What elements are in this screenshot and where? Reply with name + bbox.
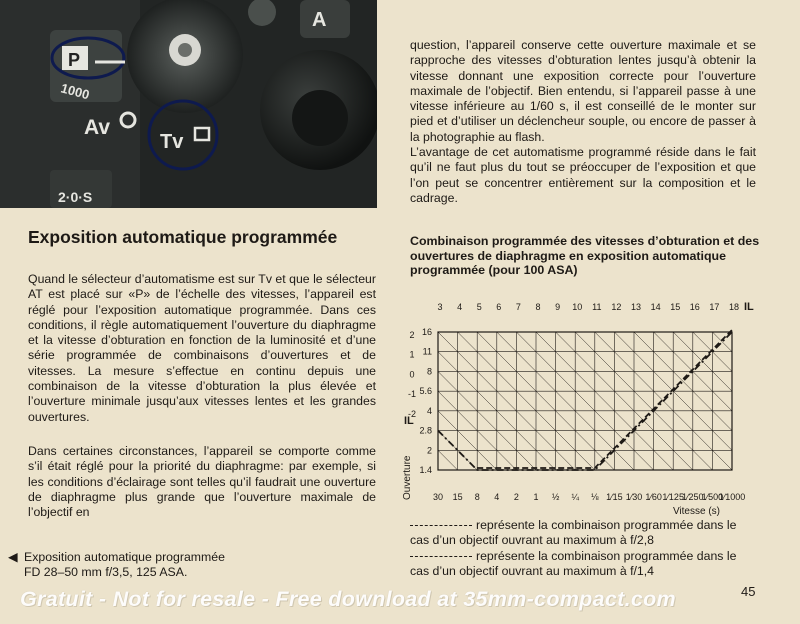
ev-top-label: 13 <box>630 302 642 312</box>
ev-top-label: 5 <box>476 302 482 312</box>
x-tick-label: 2 <box>513 492 519 502</box>
watermark: Gratuit - Not for resale - Free download at 35mm-compact.com <box>20 587 676 611</box>
x-tick-label: ¼ <box>571 492 579 502</box>
ev-top-label: 14 <box>650 302 661 312</box>
ev-top-label: 9 <box>555 302 561 312</box>
x-tick-label: 1⁄60 <box>645 492 662 502</box>
x-tick-label: 1⁄250 <box>682 492 704 502</box>
left-paragraph-1: Quand le sélecteur d’automatisme est sur Tv et que le sélecteur AT est placé sur «P» de l’échelle des vitesses, l’appareil est réglé pour l’exposition automatique programmée. Dans ces conditions, il règle automatiquement l’ouverture du diaphragme et la vitesse d’obturation en fonction de la luminosité et d’une série programmée de combinaisons d’ouvertures et de vitesses. La mesure s’effectue en continu depuis une combinaison de la vitesse d’obturation la plus élevée et l’ouverture minimale jusqu’aux vitesses lentes et les grandes ouvertures. <box>28 272 376 424</box>
ev-top-label: 15 <box>670 302 681 312</box>
camera-photo <box>0 0 377 208</box>
dial-2s-label: 2·0·S <box>58 189 93 205</box>
right-paragraph-2: L’avantage de cet automatisme programmé réside dans le fait qu’il ne faut plus du tout se préoccuper de l’exposition et que l’on peut se concentrer entièrement sur la composition et le cadrage. <box>410 145 756 205</box>
dial-p-label: P <box>68 50 81 70</box>
chart-series <box>438 330 732 470</box>
y-tick-label: 8 <box>426 366 432 377</box>
y-tick-label: 5.6 <box>419 386 432 397</box>
ev-top-label: 3 <box>437 302 443 312</box>
right-paragraph-1: question, l’appareil conserve cette ouverture maximale et se rapproche des vitesses d’obturation lentes jusqu’à obtenir la vitesse donnant une exposition correcte pour l’ouverture maximale de l’objectif. Bien entendu, si l’appareil passe à une vitesse inférieure au 1/60 s, il est conseillé de le monter sur pied et d’utiliser un déclencheur souple, ou encore de passer à la photographie au flash. <box>410 38 756 144</box>
x-tick-label: 1⁄125 <box>662 492 684 502</box>
chart-ev-label-top: IL <box>744 301 754 313</box>
y-tick-label: 4 <box>426 405 432 416</box>
legend-item-1 <box>410 518 756 549</box>
y-tick-label: 2.8 <box>419 425 432 436</box>
ev-top-label: 7 <box>515 302 521 312</box>
x-tick-label: 1⁄15 <box>606 492 623 502</box>
ev-left-label: -2 <box>407 408 417 419</box>
chart-ylabel: Ouverture <box>402 455 413 500</box>
ev-top-label: 6 <box>496 302 502 312</box>
ev-diagonal <box>732 332 760 490</box>
program-chart <box>400 296 760 518</box>
x-tick-label: 15 <box>452 492 463 502</box>
x-tick-label: 30 <box>432 492 444 502</box>
ev-top-label: 18 <box>728 302 740 312</box>
x-tick-label: 1⁄500 <box>701 492 724 502</box>
y-tick-label: 16 <box>421 327 432 337</box>
photo-caption <box>8 550 225 580</box>
ev-left-label: 0 <box>409 369 415 380</box>
caption-line-2: FD 28–50 mm f/3,5, 125 ASA. <box>24 565 188 579</box>
y-tick-label: 1.4 <box>419 465 432 475</box>
legend-item-1-text: représente la combinaison programmée dans le cas d’un objectif ouvrant au maximum à f/2,8 <box>410 518 737 548</box>
legend-dashdot-line <box>410 525 472 526</box>
legend-dashed-line <box>410 556 472 557</box>
left-paragraph-2: Dans certaines circonstances, l’appareil se comporte comme s’il était réglé pour la priorité du diaphragme: par exemple, si les conditions d’éclairage sont telles qu’il faudrait une ouverture de diaphragme plus grande que l’ouverture maximale de l’objectif en <box>28 444 376 520</box>
x-tick-label: 1 <box>533 492 539 502</box>
section-heading: Exposition automatique programmée <box>28 227 338 247</box>
ev-top-label: 8 <box>535 302 541 312</box>
ev-top-label: 16 <box>689 302 700 312</box>
x-tick-label: 8 <box>474 492 480 502</box>
ev-diagonal <box>752 332 760 490</box>
caption-arrow-icon: ◀ <box>8 550 18 564</box>
y-tick-label: 11 <box>422 346 432 357</box>
ev-top-label: 17 <box>709 302 720 312</box>
x-tick-label: ½ <box>551 492 560 502</box>
ev-top-label: 10 <box>572 302 583 312</box>
ev-top-label: 12 <box>611 302 622 312</box>
x-tick-label: 1⁄1000 <box>718 492 746 502</box>
ev-left-label: 2 <box>409 330 415 340</box>
ev-top-label: 4 <box>457 302 463 312</box>
right-column-text <box>410 38 756 206</box>
dial-av-label: Av <box>84 116 111 139</box>
chart-xlabel: Vitesse (s) <box>672 506 720 517</box>
caption-line-1: Exposition automatique programmée <box>24 550 225 564</box>
x-tick-label: 1⁄30 <box>625 492 643 502</box>
page-number: 45 <box>741 584 756 599</box>
legend-item-2-text: représente la combinaison programmée dans le cas d’un objectif ouvrant au maximum à f/1,4 <box>410 549 737 579</box>
chart-ev-label-left: IL <box>404 415 414 427</box>
ev-top-label: 11 <box>592 302 602 312</box>
camera-photo-drawing <box>0 0 377 208</box>
x-tick-label: ⅛ <box>591 492 599 502</box>
ev-left-label: 1 <box>409 349 415 360</box>
legend-item-2 <box>410 549 756 580</box>
ev-left-label: -1 <box>407 389 417 400</box>
dial-tv-label: Tv <box>160 131 184 153</box>
chart-title: Combinaison programmée des vitesses d’obturation et des ouvertures de diaphragme en exposition automatique programmée (pour 100 ASA) <box>410 234 760 278</box>
x-tick-label: 4 <box>494 492 500 502</box>
dial-a-label: A <box>312 9 327 31</box>
dial-1000-label: 1000 <box>59 80 92 103</box>
y-tick-label: 2 <box>426 445 432 456</box>
